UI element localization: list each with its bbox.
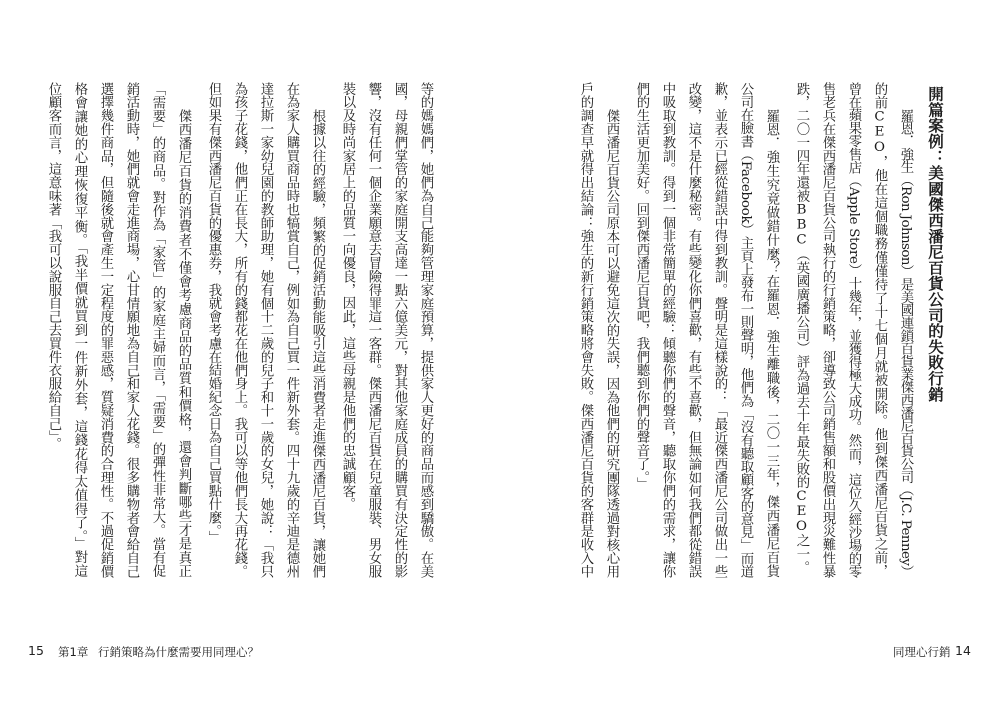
text-line: 的前CEO，他在這個職務僅僅待了十七個月就被開除。他到傑西潘尼百貨之前，: [872, 82, 887, 578]
text-column: [200, 82, 226, 579]
text-line: 改變，這不是什麼秘密。有些變化你們喜歡，有些不喜歡，但無論如何我們都從錯誤: [686, 82, 701, 578]
text-line: 等的媽媽們，她們為自己能夠管理家庭預算，提供家人更好的商品而感到驕傲。在美: [418, 82, 433, 578]
text-line: 格會讓她的心理恢復平衡。「我半價就買到一件新外套，這錢花得太值得了。」對這: [72, 82, 87, 578]
text-line: 羅恩．強生究竟做錯什麼？在羅恩．強生離職後，二〇一三年，傑西潘尼百貨: [764, 108, 779, 578]
text-line: 曾在蘋果零售店（Apple Store）十幾年，並獲得極大成功。然而，這位久經沙場的零: [846, 82, 861, 578]
running-book-title: 同理心行銷: [893, 645, 951, 659]
upright-abbreviation: CEO: [872, 109, 887, 156]
text-line: 選擇幾件商品，但隨後就會產生一定程度的罪惡感，質疑消費的合理性。不過促銷價: [98, 82, 113, 578]
text-line: 們的生活更加美好。回到傑西潘尼百貨吧，我們聽到你們的聲音了。」: [634, 82, 649, 491]
text-line: 達拉斯一家幼兒園的教師助理，她有個十二歲的兒子和十一歲的女兒，她說：「我只: [258, 82, 273, 578]
text-line: 售老兵在傑西潘尼百貨公司執行的行銷策略，卻導致公司銷售額和股價出現災難性暴: [820, 82, 835, 578]
text-line: 公司在臉書（Facebook）主頁上發布一則聲明，他們為「沒有聽取顧客的意見」而道: [738, 82, 753, 578]
text-column: [360, 82, 386, 579]
upright-abbreviation: BBC: [794, 202, 809, 248]
text-column: [598, 82, 624, 579]
page-number: 15: [28, 643, 44, 658]
chapter-title: 行銷策略為什麼需要用同理心？: [98, 645, 259, 659]
text-column: [892, 82, 918, 579]
text-column: [572, 82, 598, 579]
chapter-label: 第1章: [58, 645, 89, 659]
text-column: [788, 82, 814, 579]
text-column: [732, 82, 758, 579]
text-line: 響，沒有任何一個企業願意去冒險得罪這一客群。傑西潘尼百貨在兒童服裝、男女服: [366, 82, 381, 578]
text-column: [840, 82, 866, 579]
text-column: [334, 82, 360, 579]
text-line: 裝以及時尚家居上的品質一向優良，因此，這些母親是他們的忠誠顧客。: [340, 82, 355, 511]
text-column: [278, 82, 304, 579]
text-line: 傑西潘尼百貨公司原本可以避免這次的失誤，因為他們的研究團隊透過對核心用: [604, 108, 619, 579]
text-column: [866, 82, 892, 579]
text-line: 歉，並表示已經從錯誤中得到教訓。聲明是這樣說的：「最近傑西潘尼公司做出一些: [712, 82, 727, 578]
text-column: [66, 82, 92, 579]
text-column: [144, 82, 170, 579]
text-line: 為孩子花錢，他們正在長大，所有的錢都花在他們身上。我可以等他們長大再花錢。: [232, 82, 247, 578]
text-column: [758, 82, 784, 579]
text-line: 戶的調查早就得出結論：強生的新行銷策略將會失敗。傑西潘尼百貨的客群是收入中: [578, 82, 593, 578]
text-line: 「需要」的商品。對作為「家管」的家庭主婦而言，「需要」的彈性非常大。當有促: [150, 82, 165, 578]
text-column: [252, 82, 278, 579]
text-line: 銷活動時，她們就會走進商場，心甘情願地為自己和家人花錢。很多購物者會給自己: [124, 82, 139, 578]
text-line: 根據以往的經驗，頻繁的促銷活動能吸引這些消費者走進傑西潘尼百貨，讓她們: [310, 108, 325, 579]
text-line: 但如果有傑西潘尼百貨的優惠券，我就會考慮在結婚紀念日為自己買點什麼。」: [206, 82, 221, 545]
text-column: [706, 82, 732, 579]
section-heading: 開篇案例：美國傑西潘尼百貨公司的失敗行銷: [926, 86, 945, 402]
text-line: 國，母親們掌管的家庭開支高達一點六億美元，對其他家庭成員的購買有決定性的影: [392, 82, 407, 578]
text-column: [628, 82, 654, 579]
text-column: [170, 82, 196, 579]
page-number: 14: [955, 643, 971, 658]
upright-abbreviation: CEO: [794, 488, 809, 534]
text-line: 跌，二〇一四年還被BBC（英國廣播公司）評為過去十年最失敗的CEO之一。: [794, 82, 809, 575]
text-column: [386, 82, 412, 579]
text-column: [680, 82, 706, 579]
text-line: 中吸取到教訓。得到一個非常簡單的經驗：傾聽你們的聲音，聽取你們的需求，讓你: [660, 82, 675, 578]
text-column: [814, 82, 840, 579]
text-column: [92, 82, 118, 579]
text-column: [118, 82, 144, 579]
text-column: [40, 82, 66, 579]
text-column: [226, 82, 252, 579]
right-page: [500, 0, 1000, 709]
text-line: 傑西潘尼百貨的消費者不僅會考慮商品的品質和價格，還會判斷哪些才是真正: [176, 108, 191, 578]
text-line: 羅恩．強生（Ron Johnson）是美國連鎖百貨業傑西潘尼百貨公司（J.C. Penney）: [898, 108, 913, 578]
text-column: [654, 82, 680, 579]
text-column: [412, 82, 438, 579]
text-line: 在為家人購買商品時也犒賞自己，例如為自己買一件新外套。四十九歲的辛迪是德州: [284, 82, 299, 578]
text-column: [304, 82, 330, 579]
text-line: 位顧客而言，這意味著「我可以說服自己去買件衣服給自己」。: [46, 82, 61, 451]
